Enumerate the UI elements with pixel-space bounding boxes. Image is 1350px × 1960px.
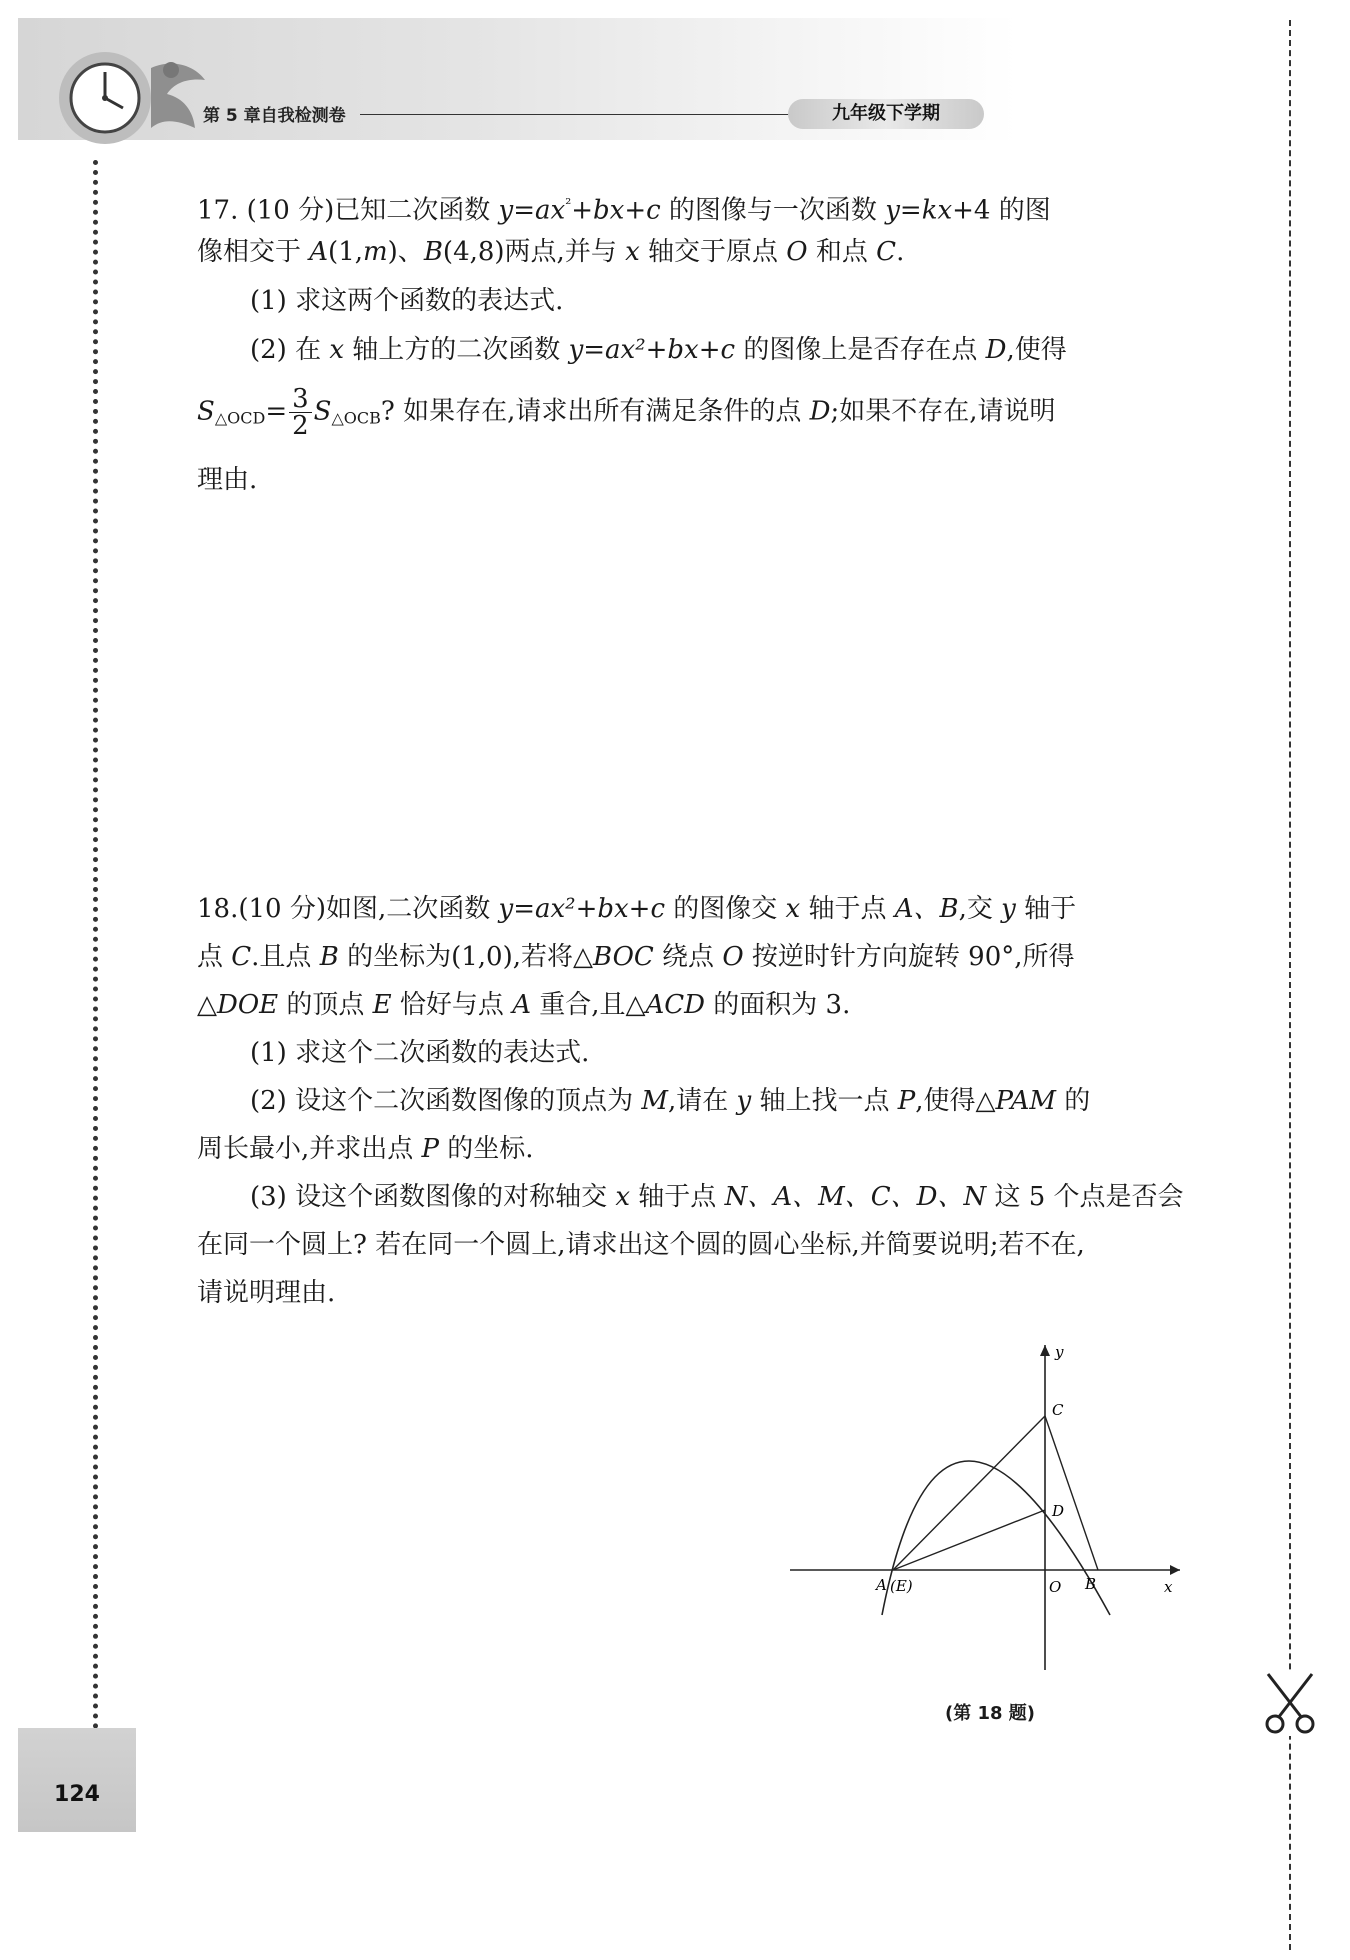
chapter-title: 第 5 章自我检测卷 xyxy=(203,106,346,126)
q18-part-3-line-3: 请说明理由. xyxy=(197,1278,336,1308)
q18-figure xyxy=(780,1345,1190,1685)
label-C: C xyxy=(1052,1401,1064,1419)
clock-logo-icon xyxy=(55,48,215,148)
binding-dotted-line xyxy=(93,160,98,1730)
label-B: B xyxy=(1085,1575,1097,1593)
grade-label: 九年级下学期 xyxy=(832,103,940,124)
q17-part-2-line-3: 理由. xyxy=(197,465,258,495)
label-x: x xyxy=(1164,1578,1173,1596)
y-axis-arrow xyxy=(1040,1345,1050,1356)
segment-AD xyxy=(893,1510,1045,1570)
q17-line-1: 17. (10 分)已知二次函数 $y=ax^{^2}+bx+c$ 的图像与一次函数 y=kx+4 的图 xyxy=(197,195,1051,226)
cut-dashed-line xyxy=(1289,20,1291,1950)
q17-line-2: 像相交于 A(1,m)、B(4,8)两点,并与 x 轴交于原点 O 和点 C. xyxy=(197,237,905,267)
q18-line-3: △DOE 的顶点 E 恰好与点 A 重合,且△ACD 的面积为 3. xyxy=(197,990,851,1020)
x-axis-arrow xyxy=(1170,1565,1180,1575)
q18-line-1: 18.(10 分)如图,二次函数 y=ax²+bx+c 的图像交 x 轴于点 A、B,交 y 轴于 xyxy=(197,894,1077,924)
q18-part-3-line-2: 在同一个圆上? 若在同一个圆上,请求出这个圆的圆心坐标,并简要说明;若不在, xyxy=(197,1230,1085,1260)
page-number: 124 xyxy=(54,1782,100,1807)
label-D: D xyxy=(1052,1502,1065,1520)
q18-line-2: 点 C.且点 B 的坐标为(1,0),若将△BOC 绕点 O 按逆时针方向旋转 90°,所得 xyxy=(197,942,1075,972)
q17-part-2-line-1: (2) 在 x 轴上方的二次函数 y=ax²+bx+c 的图像上是否存在点 D,使得 xyxy=(250,335,1067,365)
label-A: A xyxy=(876,1576,887,1594)
q18-part-1: (1) 求这个二次函数的表达式. xyxy=(250,1038,590,1068)
label-O: O xyxy=(1049,1578,1062,1596)
label-y: y xyxy=(1055,1345,1064,1361)
q17-part-1: (1) 求这两个函数的表达式. xyxy=(250,286,564,316)
parabola-curve xyxy=(882,1461,1110,1615)
q17-part-2-line-2: $S_{\triangle OCD}=$ $\frac{3}{2}$ $S_{\triangle OCB}$? 如果存在,请求出所有满足条件的点 D;如果不存在,请说明 xyxy=(197,384,1056,441)
label-E: (E) xyxy=(890,1577,913,1595)
q18-part-3-line-1: (3) 设这个函数图像的对称轴交 x 轴于点 N、A、M、C、D、N 这 5 个点是否会 xyxy=(250,1182,1184,1212)
q18-part-2-line-2: 周长最小,并求出点 P 的坐标. xyxy=(197,1134,534,1164)
page-number-box xyxy=(18,1728,136,1832)
segment-AC xyxy=(893,1416,1045,1570)
header-rule xyxy=(360,114,790,115)
q18-part-2-line-1: (2) 设这个二次函数图像的顶点为 M,请在 y 轴上找一点 P,使得△PAM 的 xyxy=(250,1086,1091,1116)
figure-caption: (第 18 题) xyxy=(944,1703,1036,1724)
segment-CB xyxy=(1045,1416,1098,1570)
scissors-icon xyxy=(1262,1670,1318,1736)
fraction-three-halves: $\frac{3}{2}$ xyxy=(289,386,312,439)
